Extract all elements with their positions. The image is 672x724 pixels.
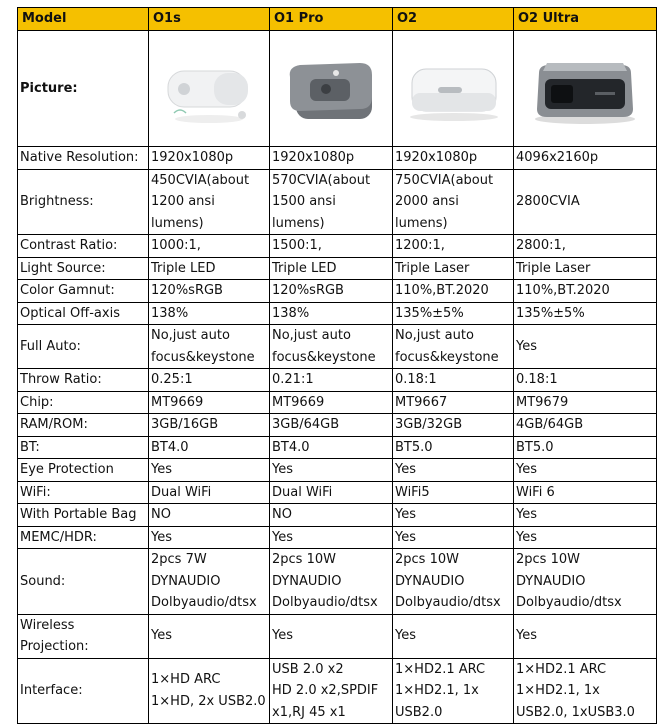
header-o1pro: O1 Pro (270, 8, 393, 31)
row-label: MEMC/HDR: (18, 526, 149, 549)
cell-o1s: MT9669 (149, 391, 270, 414)
table-row (18, 257, 657, 280)
row-label: WiFi: (18, 481, 149, 504)
cell-o1pro (270, 325, 393, 369)
header-row (18, 8, 657, 31)
cell-o2ultra: 4096x2160p (514, 147, 657, 170)
row-label: Eye Protection (18, 459, 149, 482)
cell-o2: Yes (393, 526, 514, 549)
table-row (18, 302, 657, 325)
row-label: Sound: (18, 549, 149, 615)
cell-o1s: Yes (149, 459, 270, 482)
cell-o2ultra: Yes (514, 526, 657, 549)
table-row (18, 280, 657, 303)
cell-o1s: Triple LED (149, 257, 270, 280)
cell-o2ultra: 2800CVIA (514, 169, 657, 235)
projector-o2ultra-image (525, 49, 645, 129)
header-model: Model (18, 8, 149, 31)
table-row (18, 481, 657, 504)
cell-o1s: BT4.0 (149, 436, 270, 459)
row-label: Brightness: (18, 169, 149, 235)
cell-o1pro: Yes (270, 459, 393, 482)
cell-line: DYNAUDIO (151, 573, 221, 589)
cell-o2ultra: Yes (514, 504, 657, 527)
row-label: With Portable Bag (18, 504, 149, 527)
cell-line: Dolbyaudio/dtsx (151, 595, 257, 610)
cell-o1pro: Triple LED (270, 257, 393, 280)
picture-o1pro (270, 31, 393, 147)
cell-o2ultra: 4GB/64GB (514, 414, 657, 437)
cell-o1s: NO (149, 504, 270, 527)
cell-line: x1,RJ 45 x1 (272, 704, 346, 720)
cell-o1pro: 0.21:1 (270, 369, 393, 392)
cell-o1s: Yes (149, 526, 270, 549)
cell-line: 2pcs 10W (272, 552, 336, 567)
cell-o2ultra: MT9679 (514, 391, 657, 414)
cell-line: lumens) (151, 215, 204, 231)
cell-o1pro: 138% (270, 302, 393, 325)
row-label: Color Gamnut: (18, 280, 149, 303)
cell-line: 1×HD2.1, 1x (516, 683, 600, 698)
cell-o2ultra: 110%,BT.2020 (514, 280, 657, 303)
cell-o2: Yes (393, 614, 514, 658)
cell-line: No,just auto (395, 328, 474, 343)
header-o2ultra: O2 Ultra (514, 8, 657, 31)
cell-o1pro: Yes (270, 614, 393, 658)
picture-o2ultra (514, 31, 657, 147)
row-label: Light Source: (18, 257, 149, 280)
cell-line: USB2.0 (395, 704, 443, 720)
row-label: Interface: (18, 658, 149, 724)
row-label: Contrast Ratio: (18, 235, 149, 258)
cell-o1s (149, 658, 270, 724)
table-row (18, 504, 657, 527)
cell-o1pro: BT4.0 (270, 436, 393, 459)
cell-line: Dolbyaudio/dtsx (395, 595, 501, 610)
table-row (18, 235, 657, 258)
cell-o1s: 1000:1, (149, 235, 270, 258)
cell-line: focus&keystone (272, 349, 376, 365)
cell-line: Wireless (20, 617, 75, 633)
cell-o2ultra: Yes (514, 614, 657, 658)
cell-o2ultra (514, 549, 657, 615)
cell-o1s (149, 169, 270, 235)
cell-o2: BT5.0 (393, 436, 514, 459)
spec-table (17, 7, 657, 724)
cell-o1s (149, 325, 270, 369)
cell-line: 1200 ansi (151, 194, 215, 209)
header-o1s: O1s (149, 8, 270, 31)
picture-row (18, 31, 657, 147)
cell-o1pro: 120%sRGB (270, 280, 393, 303)
cell-line: USB 2.0 x2 (272, 661, 344, 677)
cell-line: HD 2.0 x2,SPDIF (272, 683, 379, 698)
cell-line: lumens) (272, 215, 325, 231)
cell-o2ultra: BT5.0 (514, 436, 657, 459)
cell-o2: 1200:1, (393, 235, 514, 258)
cell-line: 2000 ansi (395, 194, 459, 209)
table-row (18, 549, 657, 615)
cell-o1s: 138% (149, 302, 270, 325)
cell-o2: 135%±5% (393, 302, 514, 325)
table-row (18, 325, 657, 369)
row-label: BT: (18, 436, 149, 459)
cell-o2 (393, 169, 514, 235)
cell-line: 570CVIA(about (272, 172, 371, 188)
cell-line: 750CVIA(about (395, 172, 494, 188)
row-label: Optical Off-axis (18, 302, 149, 325)
cell-line: DYNAUDIO (516, 573, 586, 589)
table-row (18, 614, 657, 658)
table-row (18, 414, 657, 437)
cell-line: 2pcs 10W (516, 552, 580, 567)
cell-line: USB2.0, 1xUSB3.0 (516, 704, 635, 720)
picture-label: Picture: (18, 31, 149, 147)
cell-o1pro: 3GB/64GB (270, 414, 393, 437)
cell-line: focus&keystone (395, 349, 499, 365)
row-label: Full Auto: (18, 325, 149, 369)
cell-line: 2pcs 10W (395, 552, 459, 567)
cell-o1s: 0.25:1 (149, 369, 270, 392)
cell-o2ultra: 135%±5% (514, 302, 657, 325)
cell-o1pro: Yes (270, 526, 393, 549)
header-o2: O2 (393, 8, 514, 31)
row-label (18, 614, 149, 658)
cell-line: Dolbyaudio/dtsx (516, 595, 622, 610)
picture-o2 (393, 31, 514, 147)
table-row (18, 147, 657, 170)
cell-o1s: 1920x1080p (149, 147, 270, 170)
cell-o2ultra (514, 658, 657, 724)
cell-o2ultra: WiFi 6 (514, 481, 657, 504)
table-row (18, 526, 657, 549)
cell-line: 1×HD, 2x USB2.0 (151, 693, 266, 709)
cell-line: 1×HD2.1, 1x (395, 683, 479, 698)
cell-o2 (393, 325, 514, 369)
cell-o1pro: NO (270, 504, 393, 527)
row-label: Native Resolution: (18, 147, 149, 170)
table-row (18, 169, 657, 235)
cell-o1pro: Dual WiFi (270, 481, 393, 504)
cell-o2: WiFi5 (393, 481, 514, 504)
table-row (18, 391, 657, 414)
cell-o2 (393, 658, 514, 724)
table-row (18, 658, 657, 724)
cell-o2ultra: Triple Laser (514, 257, 657, 280)
projector-o2-image (398, 49, 508, 129)
cell-o2ultra: 0.18:1 (514, 369, 657, 392)
cell-o2: 3GB/32GB (393, 414, 514, 437)
cell-o1pro (270, 169, 393, 235)
cell-o1s: 120%sRGB (149, 280, 270, 303)
cell-o2: Yes (393, 504, 514, 527)
cell-line: 1×HD2.1 ARC (395, 661, 486, 677)
cell-line: focus&keystone (151, 349, 255, 365)
cell-line: Projection: (20, 639, 89, 654)
cell-o1s: Yes (149, 614, 270, 658)
cell-o2ultra: Yes (514, 325, 657, 369)
cell-line: lumens) (395, 215, 448, 231)
cell-o2: 0.18:1 (393, 369, 514, 392)
cell-o1s (149, 549, 270, 615)
row-label: Throw Ratio: (18, 369, 149, 392)
cell-line: DYNAUDIO (395, 573, 465, 589)
cell-line: 450CVIA(about (151, 172, 250, 188)
cell-o2: Yes (393, 459, 514, 482)
cell-o2ultra: Yes (514, 459, 657, 482)
row-label: Chip: (18, 391, 149, 414)
row-label: RAM/ROM: (18, 414, 149, 437)
cell-o1pro (270, 658, 393, 724)
table-row (18, 459, 657, 482)
projector-o1s-image (154, 49, 264, 129)
table-row (18, 436, 657, 459)
picture-o1s (149, 31, 270, 147)
cell-line: 1×HD2.1 ARC (516, 661, 607, 677)
projector-o1pro-image (276, 49, 386, 129)
cell-o1pro (270, 549, 393, 615)
cell-line: 1×HD ARC (151, 672, 221, 688)
cell-o2ultra: 2800:1, (514, 235, 657, 258)
cell-o1pro: 1920x1080p (270, 147, 393, 170)
cell-line: 2pcs 7W (151, 552, 207, 567)
cell-line: Dolbyaudio/dtsx (272, 595, 378, 610)
cell-o2: MT9667 (393, 391, 514, 414)
cell-line: No,just auto (151, 328, 230, 343)
cell-o1pro: 1500:1, (270, 235, 393, 258)
cell-o2 (393, 549, 514, 615)
cell-line: 1500 ansi (272, 194, 336, 209)
cell-line: No,just auto (272, 328, 351, 343)
cell-o2: Triple Laser (393, 257, 514, 280)
cell-o1s: Dual WiFi (149, 481, 270, 504)
table-row (18, 369, 657, 392)
cell-o1pro: MT9669 (270, 391, 393, 414)
cell-o2: 110%,BT.2020 (393, 280, 514, 303)
cell-line: DYNAUDIO (272, 573, 342, 589)
cell-o1s: 3GB/16GB (149, 414, 270, 437)
cell-o2: 1920x1080p (393, 147, 514, 170)
